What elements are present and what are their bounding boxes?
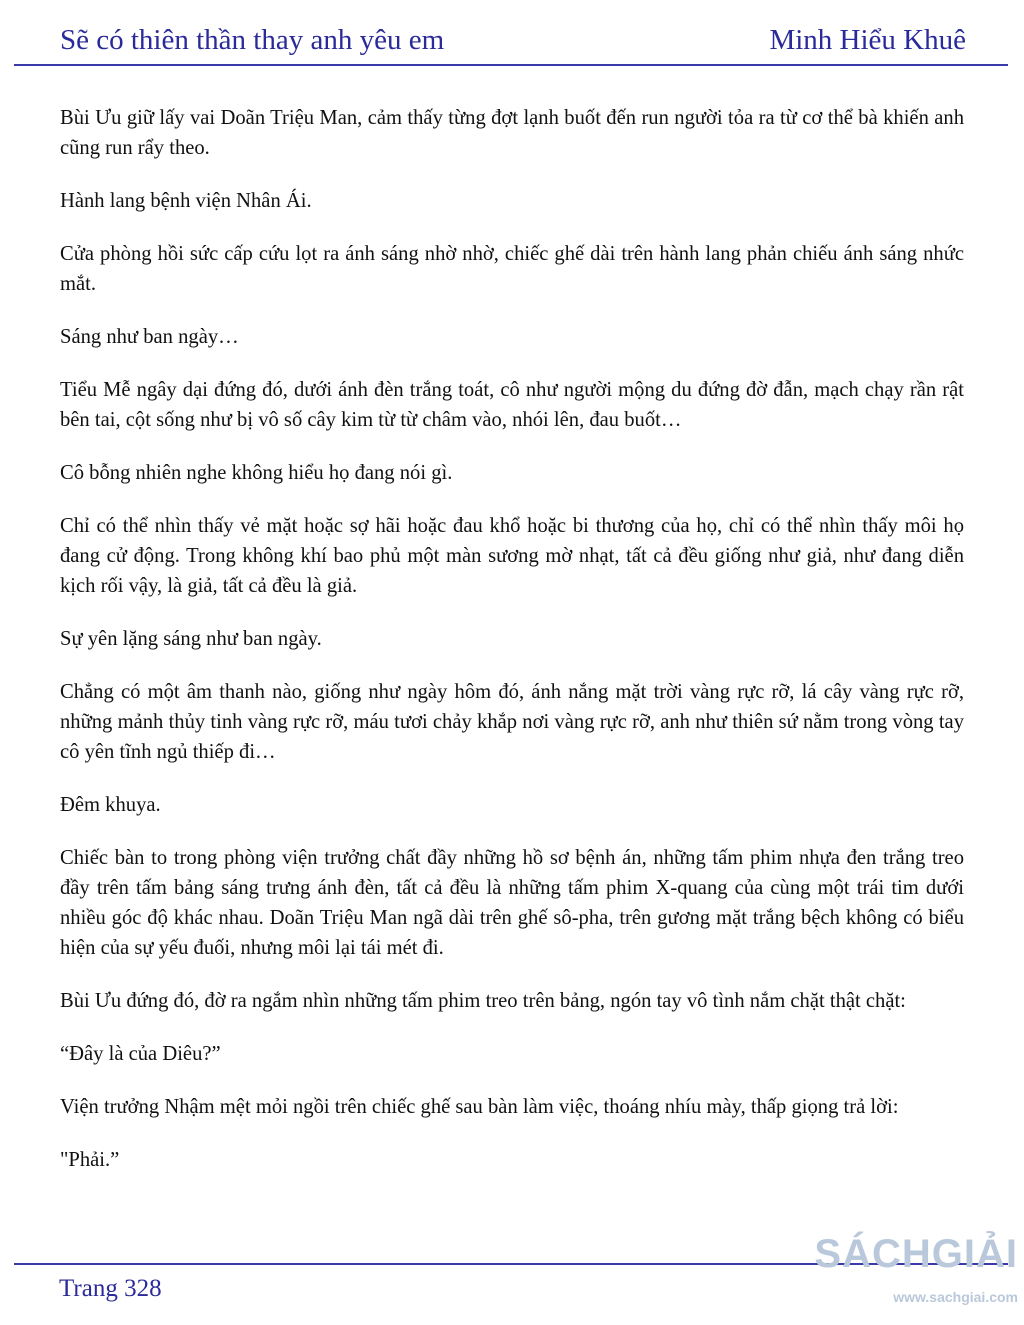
paragraph: Tiểu Mễ ngây dại đứng đó, dưới ánh đèn trắng toát, cô như người mộng du đứng đờ đẫn, mạch chạy rần rật bên tai, cột sống như bị vô số cây kim từ từ châm vào, nhói lên, đau buốt… <box>60 379 964 431</box>
paragraph: Viện trưởng Nhậm mệt mỏi ngồi trên chiếc ghế sau bàn làm việc, thoáng nhíu mày, thấp giọng trả lời: <box>60 1096 899 1118</box>
paragraph: Sự yên lặng sáng như ban ngày. <box>60 628 322 650</box>
paragraph: Hành lang bệnh viện Nhân Ái. <box>60 190 312 212</box>
paragraph: Chiếc bàn to trong phòng viện trưởng chất đầy những hồ sơ bệnh án, những tấm phim nhựa đen trắng treo đầy trên tấm bảng sáng trưng ánh đèn, tất cả đều là những tấm phim X-quang của cùng một trái tim dưới nhiều góc độ khác nhau. Doãn Triệu Man ngã dài trên ghế sô-pha, trên gương mặt trắng bệch không có biểu hiện của sự yếu đuối, nhưng môi lại tái mét đi. <box>60 847 964 959</box>
book-title: Sẽ có thiên thần thay anh yêu em <box>60 24 445 56</box>
page-number: Trang 328 <box>59 1275 162 1302</box>
paragraph: Bùi Ưu đứng đó, đờ ra ngắm nhìn những tấm phim treo trên bảng, ngón tay vô tình nắm chặt thật chặt: <box>60 990 906 1012</box>
paragraph: Bùi Ưu giữ lấy vai Doãn Triệu Man, cảm thấy từng đợt lạnh buốt đến run người tỏa ra từ cơ thể bà khiến anh cũng run rẩy theo. <box>60 107 964 159</box>
paragraph: "Phải.” <box>60 1149 120 1171</box>
paragraph: Đêm khuya. <box>60 794 161 816</box>
paragraph: Sáng như ban ngày… <box>60 326 239 348</box>
paragraph: “Đây là của Diêu?” <box>60 1043 221 1065</box>
paragraph: Cửa phòng hồi sức cấp cứu lọt ra ánh sáng nhờ nhờ, chiếc ghế dài trên hành lang phản chiếu ánh sáng nhức mắt. <box>60 243 964 295</box>
page-body <box>60 103 964 1198</box>
paragraph: Chỉ có thể nhìn thấy vẻ mặt hoặc sợ hãi hoặc đau khổ hoặc bi thương của họ, chỉ có thể nhìn thấy môi họ đang cử động. Trong không khí bao phủ một màn sương mờ nhạt, tất cả đều giống như giả, như đang diễn kịch rối vậy, là giả, tất cả đều là giả. <box>60 515 964 597</box>
watermark-url: www.sachgiai.com <box>893 1289 1018 1305</box>
watermark-logo: SÁCHGIẢI <box>814 1232 1018 1276</box>
watermark <box>808 1232 1018 1306</box>
header-divider <box>14 64 1008 66</box>
author-name: Minh Hiểu Khuê <box>769 24 966 56</box>
paragraph: Cô bỗng nhiên nghe không hiểu họ đang nói gì. <box>60 462 453 484</box>
paragraph: Chẳng có một âm thanh nào, giống như ngày hôm đó, ánh nắng mặt trời vàng rực rỡ, lá cây vàng rực rỡ, những mảnh thủy tinh vàng rực rỡ, máu tươi chảy khắp nơi vàng rực rỡ, anh như thiên sứ nằm trong vòng tay cô yên tĩnh ngủ thiếp đi… <box>60 681 964 763</box>
